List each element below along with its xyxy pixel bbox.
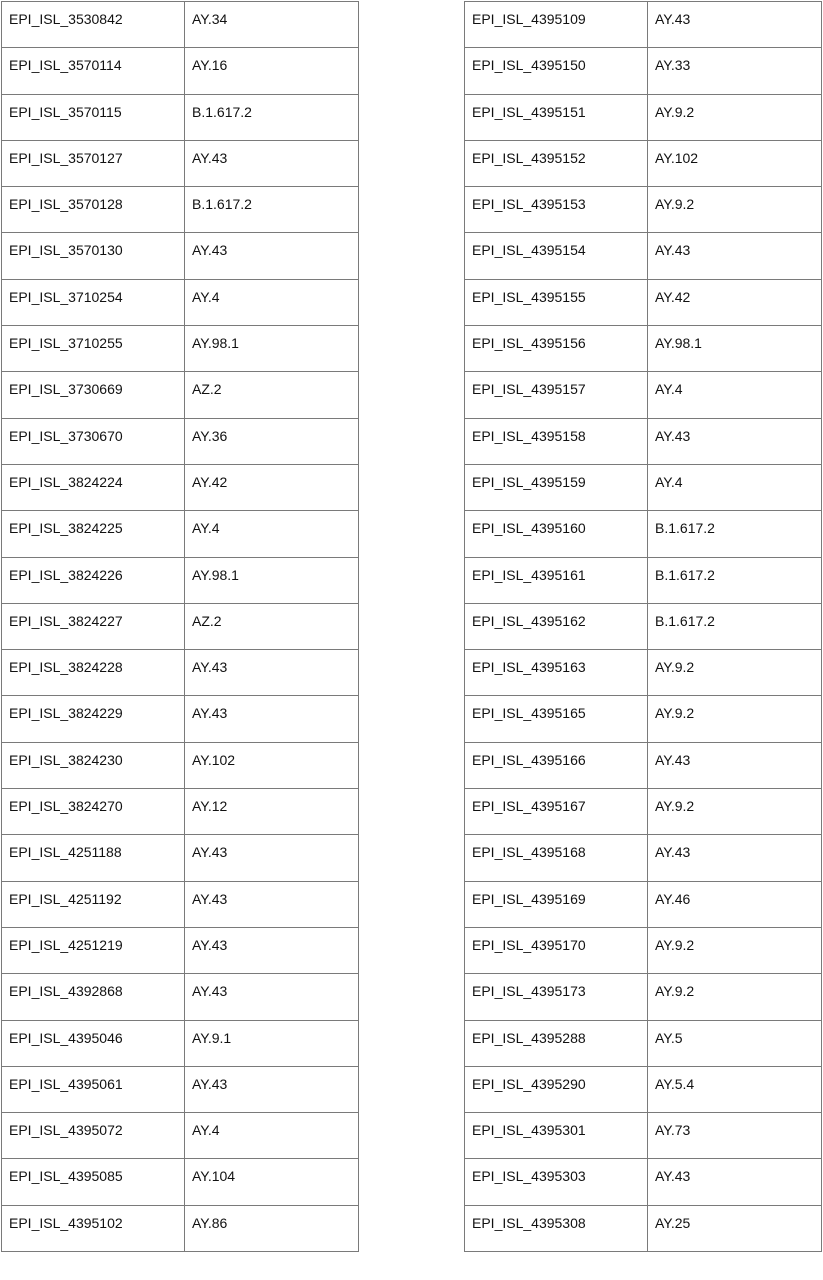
table-row (2, 140, 359, 186)
accession-id-cell: EPI_ISL_3824270 (2, 789, 185, 835)
lineage-cell: AY.9.2 (648, 789, 822, 835)
lineage-cell: AZ.2 (185, 603, 359, 649)
lineage-cell: AY.12 (185, 789, 359, 835)
table-row (465, 372, 822, 418)
table-row (465, 1205, 822, 1251)
table-row (2, 233, 359, 279)
lineage-cell: AY.73 (648, 1113, 822, 1159)
lineage-cell: AZ.2 (185, 372, 359, 418)
table-row (2, 48, 359, 94)
accession-id-cell: EPI_ISL_3570130 (2, 233, 185, 279)
lineage-cell: AY.9.2 (648, 696, 822, 742)
accession-id-cell: EPI_ISL_4392868 (2, 974, 185, 1020)
lineage-cell: AY.43 (185, 835, 359, 881)
accession-id-cell: EPI_ISL_4395167 (465, 789, 648, 835)
lineage-cell: AY.43 (185, 233, 359, 279)
lineage-cell: AY.36 (185, 418, 359, 464)
lineage-cell: AY.9.2 (648, 974, 822, 1020)
lineage-cell: AY.16 (185, 48, 359, 94)
lineage-cell: B.1.617.2 (185, 187, 359, 233)
accession-id-cell: EPI_ISL_4395157 (465, 372, 648, 418)
table-row (2, 789, 359, 835)
table-row (2, 464, 359, 510)
lineage-cell: B.1.617.2 (648, 557, 822, 603)
table-row (465, 974, 822, 1020)
lineage-cell: AY.43 (648, 2, 822, 48)
accession-id-cell: EPI_ISL_3824229 (2, 696, 185, 742)
table-row (2, 742, 359, 788)
accession-id-cell: EPI_ISL_4251192 (2, 881, 185, 927)
lineage-cell: AY.33 (648, 48, 822, 94)
accession-id-cell: EPI_ISL_4395158 (465, 418, 648, 464)
lineage-cell: AY.43 (185, 696, 359, 742)
accession-id-cell: EPI_ISL_3570127 (2, 140, 185, 186)
table-row (465, 927, 822, 973)
accession-id-cell: EPI_ISL_3824228 (2, 650, 185, 696)
lineage-cell: AY.98.1 (185, 557, 359, 603)
accession-lineage-table-left (1, 1, 359, 1252)
table-row (465, 464, 822, 510)
accession-id-cell: EPI_ISL_4395163 (465, 650, 648, 696)
lineage-cell: AY.104 (185, 1159, 359, 1205)
table-row (465, 279, 822, 325)
lineage-cell: AY.42 (185, 464, 359, 510)
table-row (2, 187, 359, 233)
table-row (2, 326, 359, 372)
table-row (465, 557, 822, 603)
accession-id-cell: EPI_ISL_3824225 (2, 511, 185, 557)
lineage-cell: AY.102 (648, 140, 822, 186)
accession-id-cell: EPI_ISL_4395072 (2, 1113, 185, 1159)
table-row (465, 1066, 822, 1112)
accession-id-cell: EPI_ISL_3824227 (2, 603, 185, 649)
lineage-cell: AY.43 (185, 650, 359, 696)
lineage-cell: AY.42 (648, 279, 822, 325)
accession-id-cell: EPI_ISL_4395290 (465, 1066, 648, 1112)
lineage-cell: B.1.617.2 (648, 603, 822, 649)
accession-id-cell: EPI_ISL_4395165 (465, 696, 648, 742)
table-row (465, 326, 822, 372)
table-row (2, 835, 359, 881)
accession-id-cell: EPI_ISL_4395085 (2, 1159, 185, 1205)
lineage-cell: B.1.617.2 (648, 511, 822, 557)
accession-id-cell: EPI_ISL_4395308 (465, 1205, 648, 1251)
lineage-cell: B.1.617.2 (185, 94, 359, 140)
accession-id-cell: EPI_ISL_4395151 (465, 94, 648, 140)
accession-id-cell: EPI_ISL_3710255 (2, 326, 185, 372)
lineage-cell: AY.43 (648, 742, 822, 788)
table-row (2, 1020, 359, 1066)
table-row (2, 881, 359, 927)
table-row (2, 511, 359, 557)
table-row (465, 1159, 822, 1205)
accession-id-cell: EPI_ISL_3530842 (2, 2, 185, 48)
accession-id-cell: EPI_ISL_4395169 (465, 881, 648, 927)
table-row (2, 1205, 359, 1251)
table-row (465, 233, 822, 279)
lineage-cell: AY.9.2 (648, 94, 822, 140)
table-row (465, 835, 822, 881)
lineage-cell: AY.46 (648, 881, 822, 927)
accession-id-cell: EPI_ISL_3824230 (2, 742, 185, 788)
lineage-cell: AY.43 (185, 974, 359, 1020)
table-row (465, 511, 822, 557)
table-row (465, 94, 822, 140)
table-row (465, 48, 822, 94)
lineage-cell: AY.4 (648, 464, 822, 510)
table-row (2, 603, 359, 649)
lineage-cell: AY.43 (648, 835, 822, 881)
table-row (465, 140, 822, 186)
lineage-cell: AY.43 (648, 1159, 822, 1205)
accession-id-cell: EPI_ISL_4395160 (465, 511, 648, 557)
accession-id-cell: EPI_ISL_3570115 (2, 94, 185, 140)
accession-id-cell: EPI_ISL_4395288 (465, 1020, 648, 1066)
lineage-cell: AY.34 (185, 2, 359, 48)
accession-id-cell: EPI_ISL_3730669 (2, 372, 185, 418)
accession-id-cell: EPI_ISL_4395162 (465, 603, 648, 649)
accession-id-cell: EPI_ISL_4395061 (2, 1066, 185, 1112)
lineage-cell: AY.43 (185, 927, 359, 973)
accession-id-cell: EPI_ISL_4395166 (465, 742, 648, 788)
accession-id-cell: EPI_ISL_3824226 (2, 557, 185, 603)
accession-id-cell: EPI_ISL_3710254 (2, 279, 185, 325)
accession-id-cell: EPI_ISL_4395154 (465, 233, 648, 279)
accession-id-cell: EPI_ISL_4395152 (465, 140, 648, 186)
accession-id-cell: EPI_ISL_3570114 (2, 48, 185, 94)
accession-id-cell: EPI_ISL_4395159 (465, 464, 648, 510)
accession-id-cell: EPI_ISL_4395150 (465, 48, 648, 94)
lineage-cell: AY.43 (185, 140, 359, 186)
accession-id-cell: EPI_ISL_4395155 (465, 279, 648, 325)
table-row (2, 94, 359, 140)
lineage-cell: AY.43 (648, 233, 822, 279)
table-row (2, 974, 359, 1020)
accession-id-cell: EPI_ISL_4395170 (465, 927, 648, 973)
accession-id-cell: EPI_ISL_4395161 (465, 557, 648, 603)
accession-id-cell: EPI_ISL_3730670 (2, 418, 185, 464)
lineage-cell: AY.4 (648, 372, 822, 418)
accession-id-cell: EPI_ISL_3824224 (2, 464, 185, 510)
table-row (2, 650, 359, 696)
lineage-cell: AY.4 (185, 511, 359, 557)
table-row (465, 2, 822, 48)
table-row (465, 881, 822, 927)
table-row (2, 372, 359, 418)
lineage-cell: AY.9.1 (185, 1020, 359, 1066)
accession-id-cell: EPI_ISL_4395301 (465, 1113, 648, 1159)
lineage-cell: AY.98.1 (185, 326, 359, 372)
accession-id-cell: EPI_ISL_4395109 (465, 2, 648, 48)
lineage-cell: AY.9.2 (648, 650, 822, 696)
lineage-cell: AY.5 (648, 1020, 822, 1066)
accession-id-cell: EPI_ISL_4251219 (2, 927, 185, 973)
lineage-cell: AY.9.2 (648, 187, 822, 233)
table-row (2, 1159, 359, 1205)
lineage-cell: AY.43 (185, 1066, 359, 1112)
table-row (2, 696, 359, 742)
accession-id-cell: EPI_ISL_4395153 (465, 187, 648, 233)
accession-id-cell: EPI_ISL_4251188 (2, 835, 185, 881)
table-row (2, 418, 359, 464)
accession-id-cell: EPI_ISL_4395168 (465, 835, 648, 881)
accession-id-cell: EPI_ISL_4395156 (465, 326, 648, 372)
table-row (465, 650, 822, 696)
table-row (465, 742, 822, 788)
accession-id-cell: EPI_ISL_4395303 (465, 1159, 648, 1205)
lineage-cell: AY.98.1 (648, 326, 822, 372)
lineage-cell: AY.25 (648, 1205, 822, 1251)
accession-id-cell: EPI_ISL_4395102 (2, 1205, 185, 1251)
lineage-cell: AY.86 (185, 1205, 359, 1251)
table-row (2, 927, 359, 973)
table-row (2, 557, 359, 603)
accession-id-cell: EPI_ISL_4395046 (2, 1020, 185, 1066)
table-row (465, 1020, 822, 1066)
table-row (465, 696, 822, 742)
table-row (2, 1066, 359, 1112)
table-row (2, 279, 359, 325)
lineage-cell: AY.102 (185, 742, 359, 788)
lineage-cell: AY.43 (185, 881, 359, 927)
lineage-cell: AY.4 (185, 279, 359, 325)
accession-id-cell: EPI_ISL_4395173 (465, 974, 648, 1020)
table-row (2, 2, 359, 48)
table-row (465, 789, 822, 835)
lineage-cell: AY.5.4 (648, 1066, 822, 1112)
table-row (2, 1113, 359, 1159)
table-row (465, 1113, 822, 1159)
table-row (465, 603, 822, 649)
table-row (465, 418, 822, 464)
lineage-cell: AY.43 (648, 418, 822, 464)
accession-id-cell: EPI_ISL_3570128 (2, 187, 185, 233)
table-row (465, 187, 822, 233)
lineage-cell: AY.4 (185, 1113, 359, 1159)
lineage-cell: AY.9.2 (648, 927, 822, 973)
accession-lineage-table-right (464, 1, 822, 1252)
